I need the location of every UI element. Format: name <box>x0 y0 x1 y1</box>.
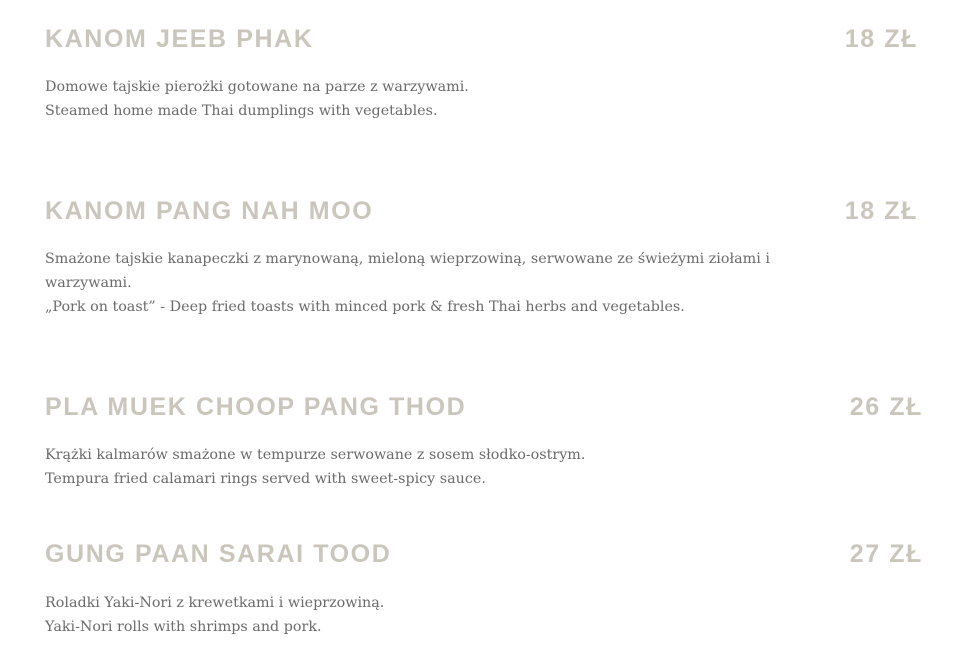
description-line: Domowe tajskie pierożki gotowane na parze z warzywami. <box>45 79 469 95</box>
menu-item-description <box>45 443 815 491</box>
menu-item-name: GUNG PAAN SARAI TOOD <box>45 540 392 568</box>
menu-item-price: 18 ZŁ <box>844 197 918 225</box>
menu-item-price: 26 ZŁ <box>849 393 923 421</box>
menu-item-price: 18 ZŁ <box>844 25 918 53</box>
description-line: Tempura fried calamari rings served with sweet-spicy sauce. <box>45 471 486 487</box>
menu-item-price: 27 ZŁ <box>849 540 923 568</box>
description-line: Yaki-Nori rolls with shrimps and pork. <box>45 619 322 635</box>
menu-item-description <box>45 247 815 319</box>
menu-item-description <box>45 75 815 123</box>
description-line: warzywami. <box>45 275 132 291</box>
description-line: Krążki kalmarów smażone w tempurze serwowane z sosem słodko-ostrym. <box>45 447 586 463</box>
menu-item-name: KANOM PANG NAH MOO <box>45 197 374 225</box>
description-line: Steamed home made Thai dumplings with vegetables. <box>45 103 438 119</box>
menu-item-name: PLA MUEK CHOOP PANG THOD <box>45 393 467 421</box>
description-line: Roladki Yaki-Nori z krewetkami i wieprzowiną. <box>45 595 385 611</box>
menu-item-description <box>45 591 815 639</box>
menu-item-name: KANOM JEEB PHAK <box>45 25 314 53</box>
description-line: Smażone tajskie kanapeczki z marynowaną, mieloną wieprzowiną, serwowane ze świeżymi ziołami i <box>45 251 770 267</box>
description-line: „Pork on toast” - Deep fried toasts with minced pork & fresh Thai herbs and vegetables. <box>45 299 685 315</box>
